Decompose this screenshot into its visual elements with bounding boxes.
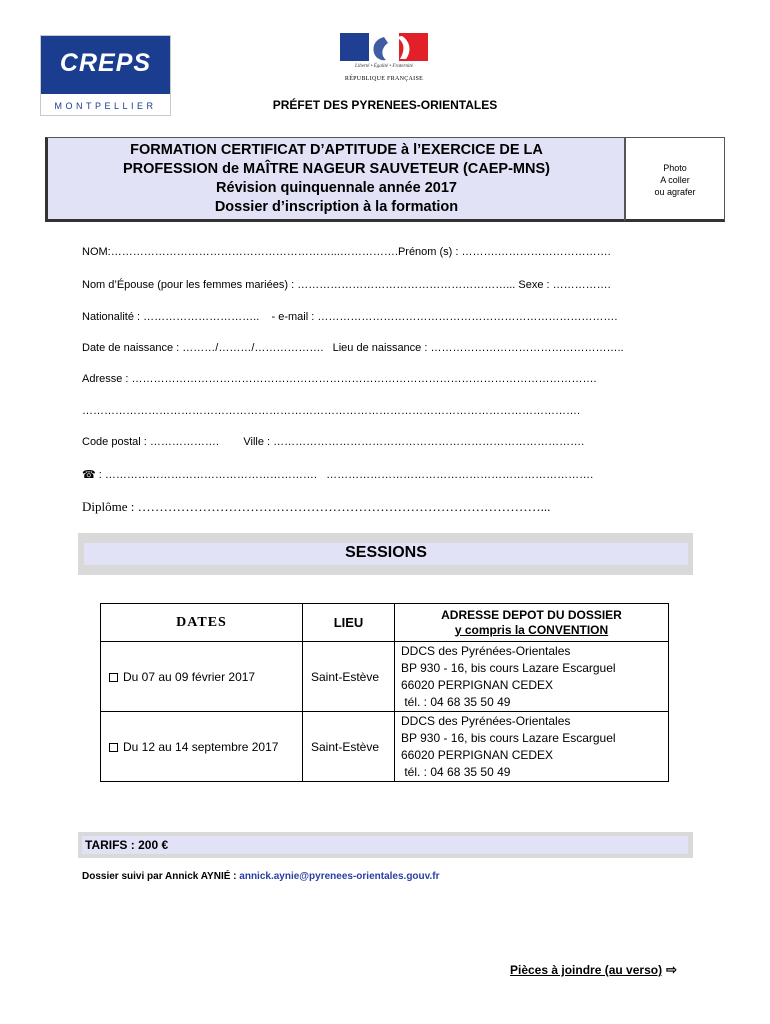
- tarifs: TARIFS : 200 €: [82, 836, 688, 854]
- table-row: [101, 712, 669, 782]
- session-adresse-2: DDCS des Pyrénées-Orientales BP 930 - 16, bis cours Lazare Escarguel 66020 PERPIGNAN CEDEX tél. : 04 68 35 50 49: [395, 712, 669, 782]
- prefet-heading: PRÉFET DES PYRENEES-ORIENTALES: [272, 98, 498, 112]
- field-adresse[interactable]: Adresse : ……………………………………………………………………………………………………………….: [82, 373, 597, 385]
- field-nationalite-email[interactable]: Nationalité : ………………………….. - e-mail : ……………………………………………………………………….: [82, 311, 618, 323]
- col-dates: DATES: [101, 604, 303, 642]
- photo-line-2: A coller: [660, 175, 690, 185]
- field-nom[interactable]: NOM:……………………………………………………...…………….Prénom (s) : ……….………………………….: [82, 246, 611, 258]
- field-epouse[interactable]: Nom d’Épouse (pour les femmes mariées) : …………………………………………………... Sexe : …………….: [82, 279, 611, 291]
- creps-logo-banner: [41, 36, 170, 94]
- dossier-label: Dossier suivi par Annick AYNIÉ :: [82, 871, 240, 882]
- checkbox-icon[interactable]: [109, 743, 118, 752]
- rf-name: RÉPUBLIQUE FRANÇAISE: [344, 76, 424, 82]
- col-lieu: LIEU: [303, 604, 395, 642]
- session-date-2[interactable]: Du 12 au 14 septembre 2017: [101, 712, 303, 782]
- arrow-right-icon: ⇨: [666, 962, 677, 977]
- sessions-heading: SESSIONS: [84, 543, 688, 565]
- field-naissance[interactable]: Date de naissance : ………/………/………………. Lieu de naissance : ……………………………………………..: [82, 342, 624, 354]
- session-adresse-1: DDCS des Pyrénées-Orientales BP 930 - 16, bis cours Lazare Escarguel 66020 PERPIGNAN CEDEX tél. : 04 68 35 50 49: [395, 642, 669, 712]
- rf-motto: Liberté • Égalité • Fraternité: [355, 64, 413, 69]
- photo-line-1: Photo: [663, 163, 687, 173]
- creps-logo-text: CREPS: [59, 49, 152, 77]
- table-row: [101, 642, 669, 712]
- field-adresse-2[interactable]: ……………………………………………………………………………………………………………………….: [82, 405, 581, 417]
- title-line-1: FORMATION CERTIFICAT D’APTITUDE à l’EXERCICE DE LA: [130, 142, 543, 158]
- creps-logo-city: MONTPELLIER: [54, 101, 157, 111]
- sessions-table: [100, 603, 669, 782]
- pieces-link[interactable]: Pièces à joindre (au verso) ⇨: [510, 962, 677, 977]
- session-lieu-2: Saint-Estève: [303, 712, 395, 782]
- title-line-3: Révision quinquennale année 2017: [216, 180, 457, 196]
- field-code-postal-ville[interactable]: Code postal : ………………. Ville : ………………………………………………………………………….: [82, 436, 585, 448]
- field-phone[interactable]: ☎ : …………………………………………………. ……………………………………………………………….: [82, 469, 594, 481]
- photo-box[interactable]: [625, 137, 725, 222]
- table-header-row: [101, 604, 669, 642]
- col-adresse: ADRESSE DEPOT DU DOSSIER y compris la CONVENTION: [395, 604, 669, 642]
- title-line-4: Dossier d’inscription à la formation: [214, 199, 459, 215]
- dossier-contact: [82, 871, 439, 882]
- session-lieu-1: Saint-Estève: [303, 642, 395, 712]
- session-date-1[interactable]: Du 07 au 09 février 2017: [101, 642, 303, 712]
- title-text: [48, 141, 625, 217]
- title-line-2: PROFESSION de MAÎTRE NAGEUR SAUVETEUR (CAEP-MNS): [123, 161, 550, 177]
- checkbox-icon[interactable]: [109, 673, 118, 682]
- field-diplome[interactable]: Diplôme : …………………………………………………………………………………...: [82, 499, 551, 514]
- photo-line-3: ou agrafer: [654, 187, 696, 197]
- phone-icon: ☎: [82, 469, 96, 481]
- title-box: [45, 137, 625, 222]
- dossier-email-link[interactable]: annick.aynie@pyrenees-orientales.gouv.fr: [239, 871, 440, 882]
